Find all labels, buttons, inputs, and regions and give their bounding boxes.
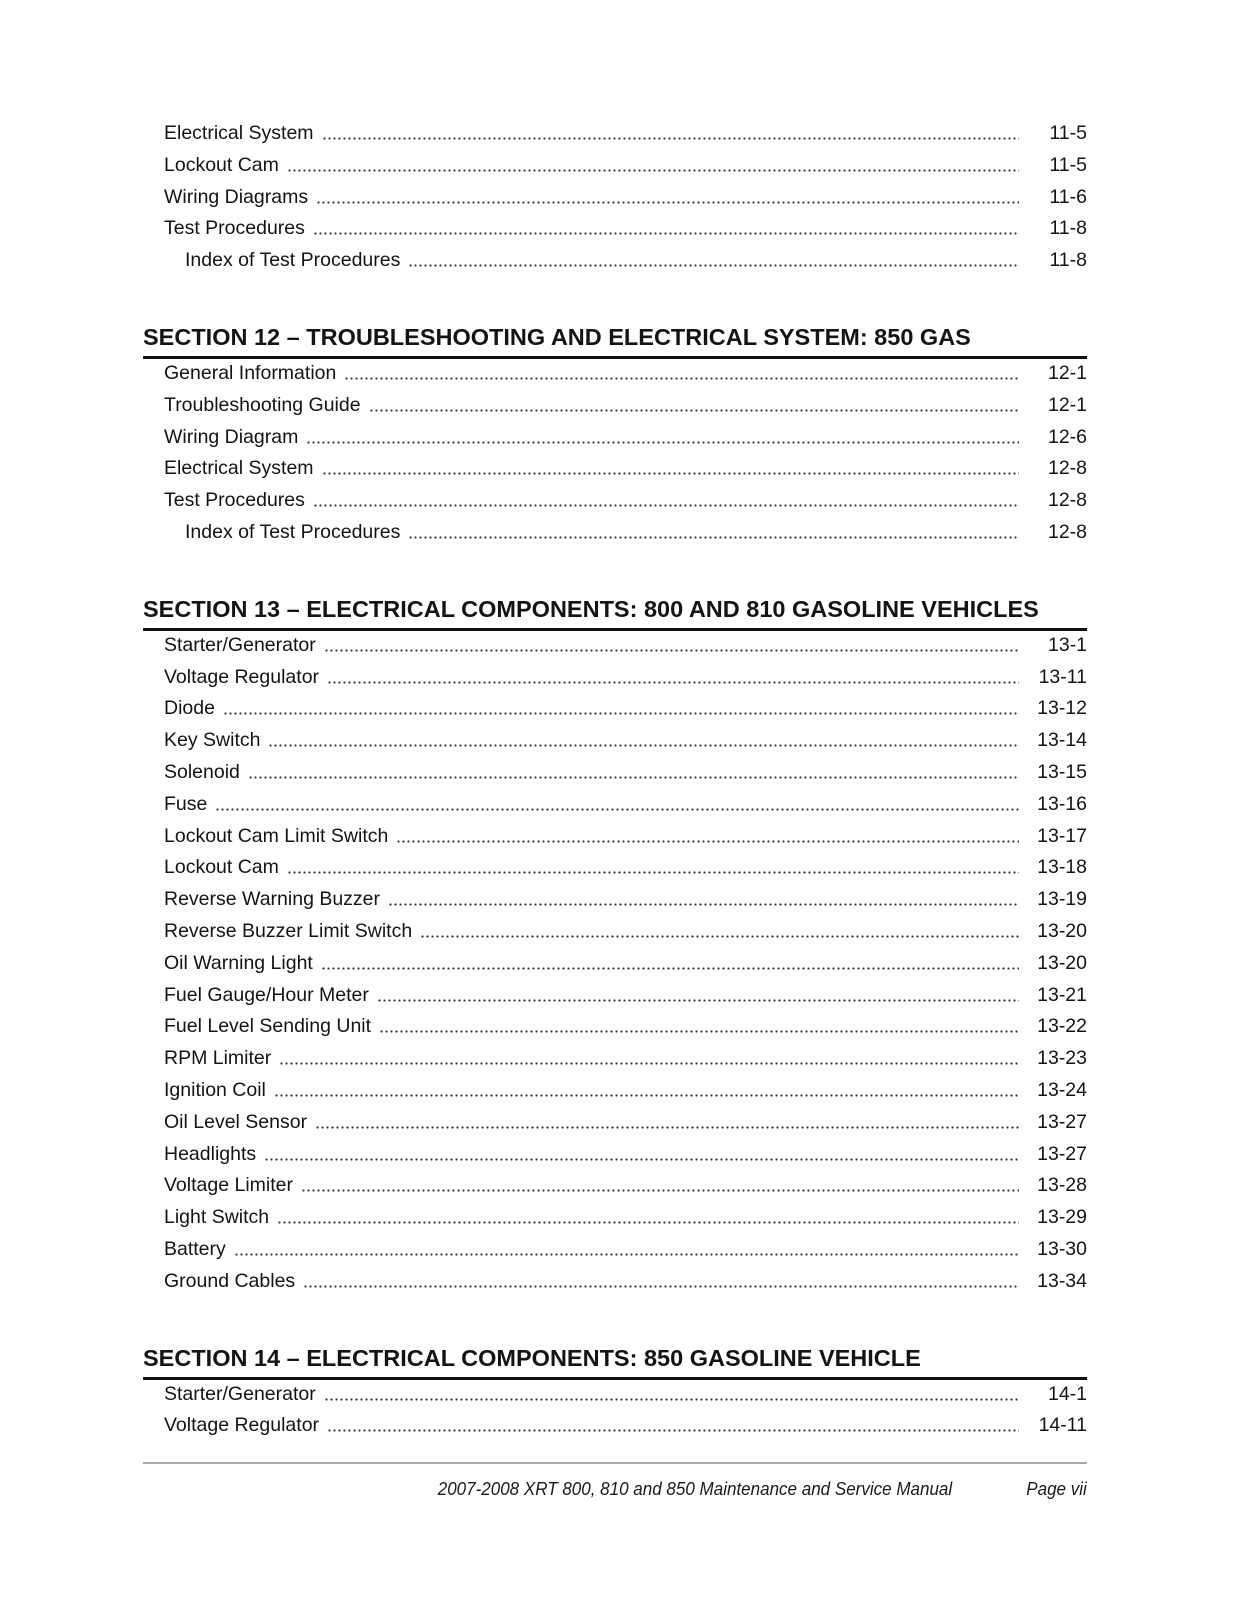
toc-entry[interactable] (164, 1409, 1087, 1441)
toc-entry-page: 13-20 (1037, 951, 1087, 974)
toc-entry[interactable] (164, 883, 1087, 915)
section-heading: SECTION 12 – TROUBLESHOOTING AND ELECTRICAL SYSTEM: 850 GAS (143, 324, 971, 350)
toc-entry[interactable] (164, 1010, 1087, 1042)
toc-entry[interactable] (164, 212, 1087, 244)
toc-entry-page: 11-5 (1049, 153, 1087, 176)
toc-entry-page: 12-1 (1047, 362, 1087, 384)
toc-entry-title: Fuel Gauge/Hour Meter (164, 983, 369, 1006)
toc-entry[interactable] (185, 516, 1087, 548)
section-heading: SECTION 13 – ELECTRICAL COMPONENTS: 800 AND 810 GASOLINE VEHICLES (143, 595, 1039, 622)
toc-entry[interactable] (164, 1138, 1087, 1170)
footer-manual-title: 2007-2008 XRT 800, 810 and 850 Maintenance and Service Manual (437, 1478, 952, 1499)
dot-leader (408, 244, 1019, 276)
toc-entry-page: 11-8 (1049, 249, 1087, 272)
toc-entry[interactable] (164, 692, 1087, 724)
toc-entry[interactable] (164, 181, 1087, 213)
dot-leader (396, 820, 1019, 852)
dot-leader (324, 1378, 1019, 1410)
toc-entry[interactable] (164, 788, 1087, 820)
dot-leader (344, 357, 1019, 389)
toc-entry-page: 13-23 (1037, 1047, 1087, 1070)
toc-entry-title: Troubleshooting Guide (164, 393, 361, 416)
dot-leader (277, 1201, 1019, 1233)
toc-entry-page: 12-6 (1047, 425, 1087, 448)
dot-leader (279, 1042, 1019, 1074)
toc-entry-page: 13-24 (1037, 1079, 1087, 1101)
toc-entry[interactable] (164, 452, 1087, 484)
toc-entry-title: Oil Level Sensor (164, 1110, 308, 1133)
toc-entry[interactable] (185, 244, 1087, 276)
toc-entry-page: 12-8 (1047, 521, 1087, 543)
toc-entry[interactable] (164, 820, 1087, 852)
toc-entry[interactable] (164, 1265, 1087, 1297)
toc-entry-title: Lockout Cam Limit Switch (164, 824, 389, 847)
toc-entry[interactable] (164, 1201, 1087, 1233)
toc-entry[interactable] (164, 117, 1087, 149)
footer-page-number: Page vii (1026, 1478, 1087, 1499)
dot-leader (301, 1169, 1019, 1201)
toc-entry[interactable] (164, 357, 1087, 389)
dot-leader (306, 421, 1019, 453)
toc-entry-page: 14-11 (1038, 1414, 1087, 1437)
toc-entry-title: Solenoid (164, 761, 240, 783)
dot-leader (315, 1106, 1019, 1138)
toc-entry[interactable] (164, 629, 1087, 661)
toc-entry-page: 13-21 (1037, 983, 1087, 1006)
toc-entry-title: Key Switch (164, 729, 261, 752)
dot-leader (322, 452, 1019, 484)
toc-entry[interactable] (164, 756, 1087, 788)
dot-leader (248, 756, 1019, 788)
toc-entry-title: Test Procedures (164, 489, 305, 512)
dot-leader (215, 788, 1019, 820)
toc-entry[interactable] (164, 724, 1087, 756)
toc-entry-title: RPM Limiter (164, 1047, 272, 1070)
toc-entry-title: Starter/Generator (164, 633, 316, 656)
toc-entry-page: 13-1 (1047, 633, 1087, 656)
toc-entry-page: 13-11 (1038, 665, 1087, 688)
toc-entry-title: Voltage Regulator (164, 665, 320, 688)
toc-entry-page: 13-29 (1037, 1206, 1087, 1229)
dot-leader (324, 629, 1019, 661)
toc-entry-page: 13-12 (1037, 697, 1087, 720)
toc-entry[interactable] (164, 979, 1087, 1011)
toc-entry-page: 13-19 (1037, 888, 1087, 911)
toc-entry[interactable] (164, 389, 1087, 421)
dot-leader (316, 181, 1019, 213)
toc-entry-page: 13-30 (1037, 1238, 1087, 1260)
dot-leader (274, 1074, 1019, 1106)
toc-entry-page: 11-8 (1049, 217, 1087, 240)
toc-entry-page: 12-8 (1047, 457, 1087, 480)
toc-entry[interactable] (164, 915, 1087, 947)
toc-entry-page: 13-27 (1037, 1110, 1087, 1133)
dot-leader (379, 1010, 1019, 1042)
dot-leader (313, 212, 1019, 244)
toc-entry[interactable] (164, 947, 1087, 979)
dot-leader (377, 979, 1019, 1011)
toc-entry-title: Voltage Limiter (164, 1174, 293, 1197)
toc-entry-title: Electrical System (164, 457, 314, 480)
dot-leader (369, 389, 1019, 421)
toc-entry-title: Diode (164, 697, 215, 720)
toc-entry-page: 12-8 (1047, 489, 1087, 512)
toc-entry[interactable] (164, 1042, 1087, 1074)
toc-entry[interactable] (164, 484, 1087, 516)
toc-entry[interactable] (164, 1074, 1087, 1106)
toc-entry-title: Test Procedures (164, 217, 305, 240)
toc-entry-title: Electrical System (164, 122, 314, 144)
toc-entry-title: General Information (164, 362, 337, 384)
dot-leader (223, 692, 1019, 724)
toc-entry-page: 13-18 (1037, 856, 1087, 879)
toc-entry-title: Ground Cables (164, 1269, 296, 1292)
toc-entry-title: Fuel Level Sending Unit (164, 1015, 372, 1038)
toc-entry-page: 13-16 (1037, 792, 1087, 815)
toc-entry-page: 12-1 (1047, 393, 1087, 416)
dot-leader (408, 516, 1019, 548)
toc-entry-title: Index of Test Procedures (185, 521, 401, 543)
dot-leader (268, 724, 1019, 756)
toc-entry-page: 13-27 (1037, 1142, 1087, 1165)
toc-entry-title: Reverse Buzzer Limit Switch (164, 920, 413, 942)
toc-entry[interactable] (164, 421, 1087, 453)
toc-entry-page: 11-5 (1049, 122, 1087, 144)
toc-entry-title: Lockout Cam (164, 856, 279, 879)
dot-leader (264, 1138, 1019, 1170)
toc-entry-page: 13-17 (1037, 824, 1087, 847)
toc-entry-title: Light Switch (164, 1206, 270, 1229)
dot-leader (388, 883, 1019, 915)
toc-entry-title: Lockout Cam (164, 153, 279, 176)
toc-entry-title: Fuse (164, 792, 208, 815)
toc-entry[interactable] (164, 661, 1087, 693)
dot-leader (287, 149, 1019, 181)
toc-entry[interactable] (164, 149, 1087, 181)
footer-divider (143, 1462, 1087, 1464)
dot-leader (234, 1233, 1019, 1265)
toc-entry-page: 14-1 (1047, 1382, 1087, 1405)
toc-entry-title: Wiring Diagram (164, 425, 299, 448)
toc-entry-title: Index of Test Procedures (185, 249, 401, 272)
toc-entry-page: 13-15 (1037, 761, 1087, 783)
toc-entry-page: 13-14 (1037, 729, 1087, 752)
dot-leader (287, 851, 1019, 883)
section-heading: SECTION 14 – ELECTRICAL COMPONENTS: 850 GASOLINE VEHICLE (143, 1344, 921, 1371)
toc-entry-page: 13-34 (1037, 1269, 1087, 1292)
toc-entry[interactable] (164, 1106, 1087, 1138)
dot-leader (322, 117, 1019, 149)
toc-entry-page: 13-20 (1037, 920, 1087, 942)
toc-entry-title: Starter/Generator (164, 1382, 316, 1405)
toc-entry[interactable] (164, 1169, 1087, 1201)
toc-entry-title: Wiring Diagrams (164, 185, 309, 208)
dot-leader (327, 1409, 1019, 1441)
toc-entry-title: Battery (164, 1238, 226, 1260)
toc-entry-title: Ignition Coil (164, 1079, 266, 1101)
dot-leader (321, 947, 1019, 979)
toc-entry-title: Voltage Regulator (164, 1414, 320, 1437)
toc-entry[interactable] (164, 1378, 1087, 1410)
toc-entry-title: Reverse Warning Buzzer (164, 888, 381, 911)
toc-entry-title: Headlights (164, 1142, 257, 1165)
dot-leader (303, 1265, 1019, 1297)
dot-leader (313, 484, 1019, 516)
toc-entry[interactable] (164, 851, 1087, 883)
toc-entry-page: 13-28 (1037, 1174, 1087, 1197)
toc-entry[interactable] (164, 1233, 1087, 1265)
toc-entry-title: Oil Warning Light (164, 951, 313, 974)
toc-entry-page: 13-22 (1037, 1015, 1087, 1038)
toc-page (143, 0, 1087, 1600)
toc-entry-page: 11-6 (1049, 185, 1087, 208)
dot-leader (327, 661, 1019, 693)
dot-leader (420, 915, 1019, 947)
